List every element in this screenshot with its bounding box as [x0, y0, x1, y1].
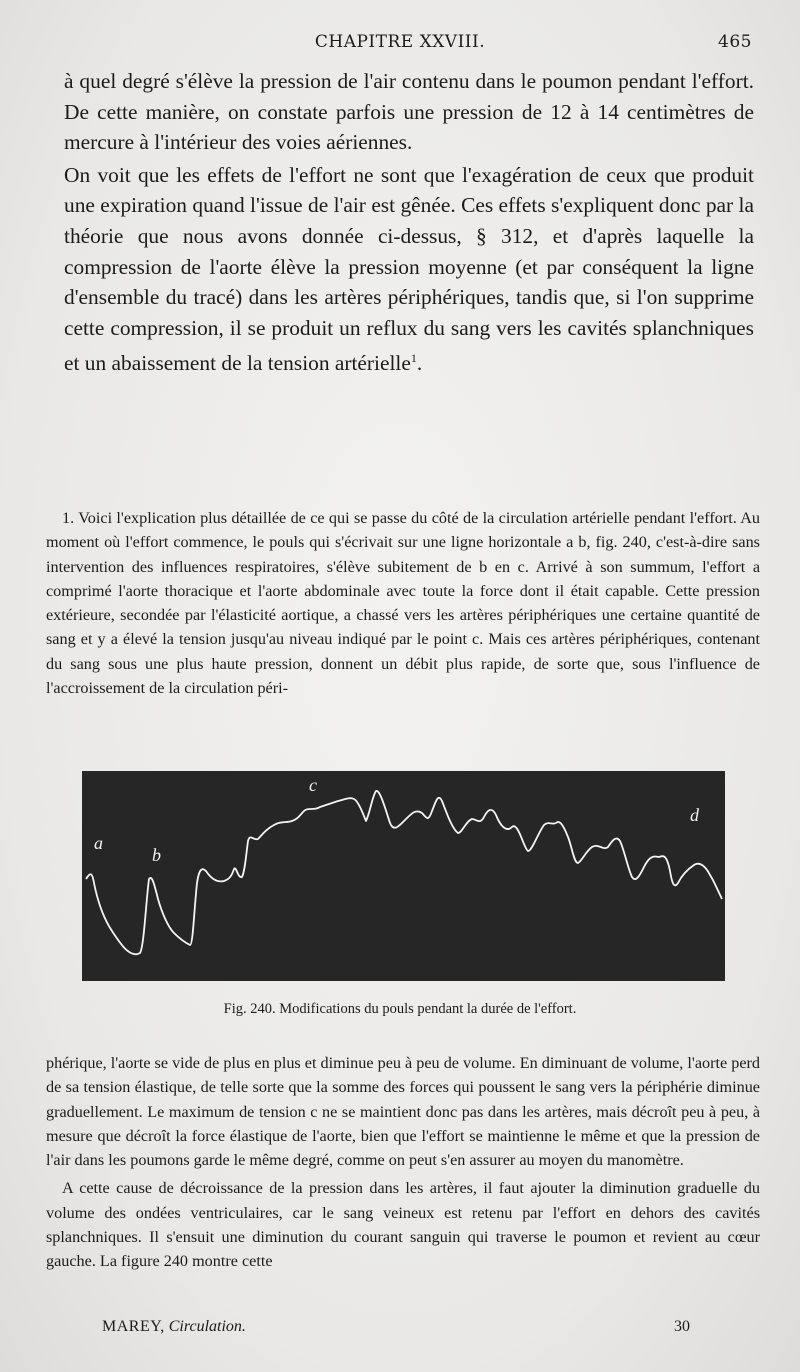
signature-number: 30: [674, 1318, 690, 1335]
trace-label-c: c: [309, 775, 317, 795]
figure-caption: Fig. 240. Modifications du pouls pendant la durée de l'effort.: [223, 1001, 577, 1017]
footnote-continued-paragraph-1: phérique, l'aorte se vide de plus en plus et diminue peu à peu de volume. En diminuant de volume, l'aorte perd de sa tension élastique, de telle sorte que la somme des forces qui poussent le sang vers la périphérie diminue graduellement. Le maximum de tension c ne se maintient donc pas dans les artères, mais décroît peu à peu, à mesure que décroît la force élastique de l'aorte, bien que l'effort se maintienne le même et que la pression de l'air dans les poumons garde le même degré, comme on peut s'en assurer au moyen du manomètre.: [46, 1054, 760, 1170]
signature-line: [102, 1318, 690, 1336]
main-paragraph-2-end: .: [416, 351, 423, 376]
footnote-top: [46, 506, 760, 700]
main-paragraph-1: à quel degré s'élève la pression de l'air contenu dans le poumon pendant l'effort. De cette manière, on constate parfois une pression de 12 à 14 centimètres de mercure à l'intérieur des voies aériennes.: [64, 69, 754, 155]
main-paragraph-2-text: On voit que les effets de l'effort ne sont que l'exagération de ceux que produit une expiration quand l'issue de l'air est gênée. Ces effets s'expliquent donc par la théorie que nous avons donnée ci-dessus, § 312, et d'après laquelle la compression de l'aorte élève la pression moyenne (et par conséquent la ligne d'ensemble du tracé) dans les artères périphériques, tandis que, si l'on supprime cette compression, il se produit un reflux du sang vers les cavités splanchniques et un abaissement de la tension artérielle: [64, 162, 754, 376]
running-head: [0, 32, 800, 60]
chapter-title: CHAPITRE XXVIII.: [314, 32, 486, 52]
page-number: 465: [718, 32, 752, 52]
pulse-trace-line: [86, 791, 722, 954]
footer-work: Circulation.: [168, 1318, 246, 1335]
trace-label-d: d: [690, 805, 699, 825]
trace-label-b: b: [152, 845, 161, 865]
figure-240-pulse-trace: [82, 771, 725, 981]
main-paragraph-2: [64, 160, 754, 379]
trace-label-a: a: [94, 833, 103, 853]
footer-author: MAREY,: [102, 1318, 165, 1335]
footnote-continued-paragraph-2: A cette cause de décroissance de la pression dans les artères, il faut ajouter la diminution graduelle du volume des ondées ventriculaires, car le sang veineux est retenu par l'effort en dehors des cavités splanchniques. Il s'ensuit une diminution du courant sanguin qui traverse le poumon et revient au cœur gauche. La figure 240 montre cette: [46, 1179, 760, 1271]
footnote-continued: [46, 1051, 760, 1274]
footnote-paragraph: 1. Voici l'explication plus détaillée de ce qui se passe du côté de la circulation artérielle pendant l'effort. Au moment où l'effort commence, le pouls qui s'écrivait sur une ligne horizontale a b, fig. 240, c'est-à-dire sans intervention des influences respiratoires, s'élève subitement de b en c. Arrivé à son summum, l'effort a comprimé l'aorte thoracique et l'aorte abdominale avec toute la force dont il était capable. Cette pression extérieure, secondée par l'élasticité aortique, a chassé vers les artères périphériques une certaine quantité de sang et y a élevé la tension jusqu'au niveau indiqué par le point c. Mais ces artères périphériques, contenant du sang sous une plus haute pression, donnent un débit plus rapide, de sorte que, sous l'influence de l'accroissement de la circulation péri-: [46, 509, 760, 698]
pulse-trace-svg: [82, 771, 725, 981]
footnote-reference: 1: [410, 351, 417, 366]
main-text: [64, 66, 754, 379]
